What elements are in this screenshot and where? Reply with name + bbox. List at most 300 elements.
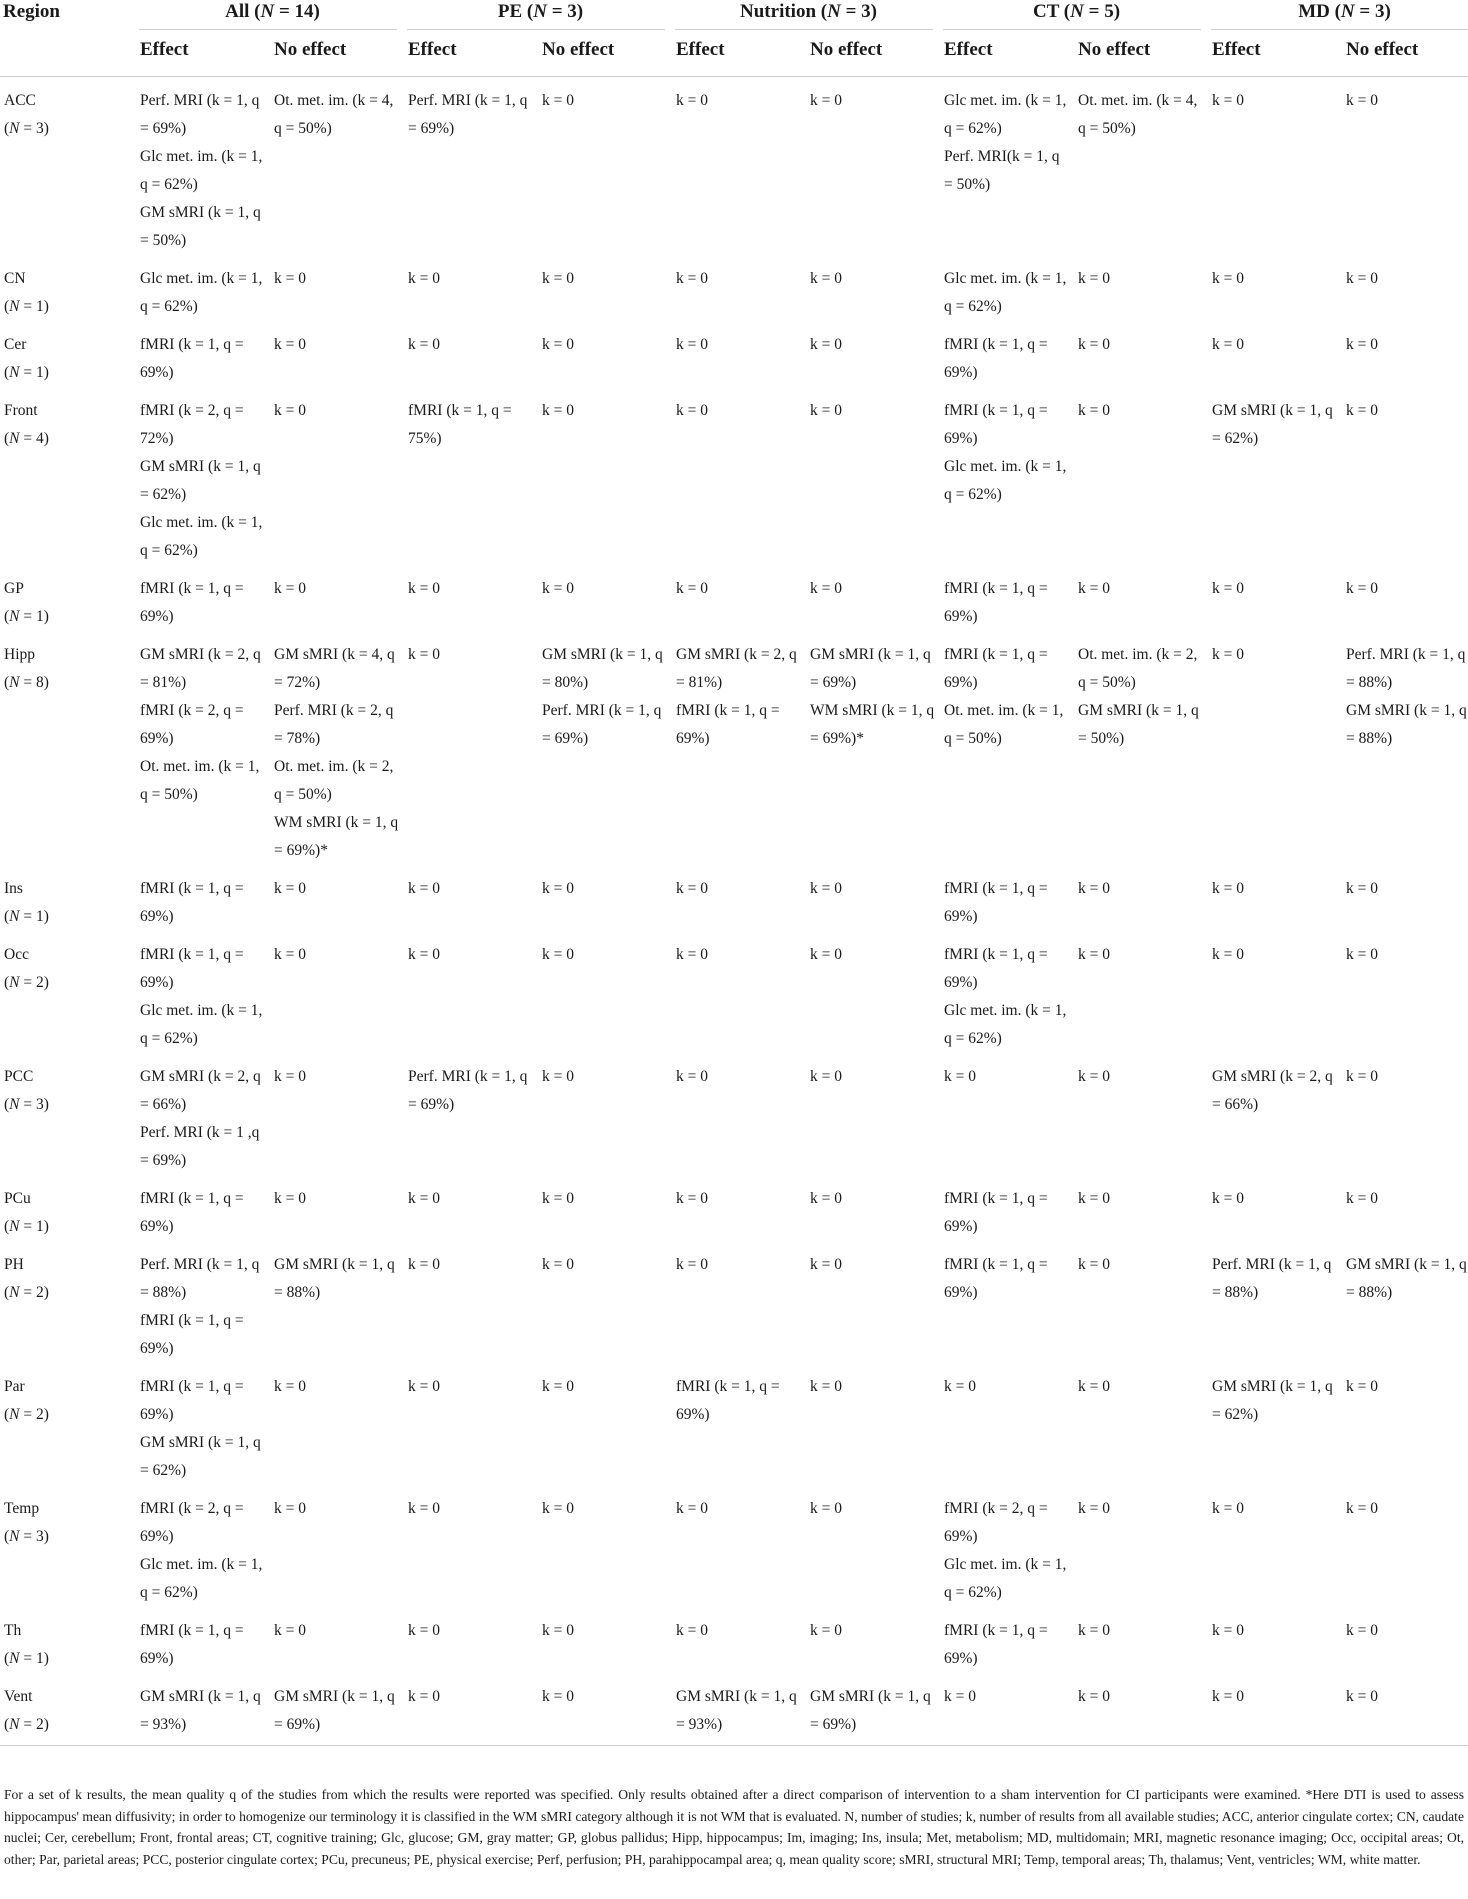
result-entry: k = 0	[1346, 92, 1378, 109]
region-name: Th	[4, 1622, 22, 1639]
result-entry: GM sMRI (k = 1, q = 69%)	[810, 646, 931, 691]
effect-column-header: Effect	[673, 30, 807, 77]
region-n: (N = 1)	[4, 608, 49, 625]
no-effect-cell	[539, 1241, 673, 1363]
region-name: Par	[4, 1378, 25, 1395]
result-entry: k = 0	[408, 1622, 440, 1639]
effect-cell	[941, 1241, 1075, 1363]
no-effect-cell	[807, 255, 941, 321]
region-name: Occ	[4, 946, 29, 963]
group-name: PE	[497, 1, 523, 22]
effect-cell	[1209, 255, 1343, 321]
effect-cell	[137, 321, 271, 387]
no-effect-cell	[807, 77, 941, 256]
effect-cell	[1209, 1175, 1343, 1241]
result-entry: k = 0	[1346, 270, 1378, 287]
result-entry: Ot. met. im. (k = 2, q = 50%)	[274, 758, 394, 803]
result-entry: k = 0	[1078, 580, 1110, 597]
result-entry: GM sMRI (k = 2, q = 81%)	[676, 646, 797, 691]
result-entry: GM sMRI (k = 1, q = 88%)	[1346, 1256, 1467, 1301]
region-n: (N = 1)	[4, 908, 49, 925]
effect-cell	[405, 1607, 539, 1673]
effect-cell	[137, 931, 271, 1053]
result-entry: k = 0	[408, 1256, 440, 1273]
region-cell	[0, 1607, 137, 1673]
no-effect-cell	[271, 321, 405, 387]
no-effect-cell	[271, 1363, 405, 1485]
result-entry: k = 0	[676, 946, 708, 963]
group-n: 5	[1104, 1, 1114, 22]
table-row	[0, 321, 1468, 387]
result-entry: Ot. met. im. (k = 2, q = 50%)	[1078, 646, 1198, 691]
effect-cell	[673, 865, 807, 931]
result-entry: k = 0	[1078, 1190, 1110, 1207]
no-effect-cell	[1343, 1241, 1468, 1363]
no-effect-cell	[1075, 1175, 1209, 1241]
no-effect-cell	[271, 1241, 405, 1363]
result-entry: k = 0	[676, 580, 708, 597]
result-entry: k = 0	[944, 1378, 976, 1395]
result-entry: k = 0	[810, 92, 842, 109]
result-entry: k = 0	[1346, 336, 1378, 353]
result-entry: k = 0	[1346, 1500, 1378, 1517]
region-n: (N = 3)	[4, 1528, 49, 1545]
no-effect-cell	[271, 631, 405, 865]
group-name: Nutrition	[740, 1, 817, 22]
effect-cell	[1209, 1363, 1343, 1485]
group-rule	[1211, 29, 1468, 30]
result-entry: fMRI (k = 2, q = 72%)	[140, 402, 244, 447]
no-effect-cell	[807, 1363, 941, 1485]
result-entry: Glc met. im. (k = 1, q = 62%)	[140, 1556, 263, 1601]
effect-cell	[405, 865, 539, 931]
result-entry: fMRI (k = 1, q = 75%)	[408, 402, 512, 447]
region-n-value: 3	[36, 1096, 44, 1113]
result-entry: Perf. MRI (k = 1, q = 88%)	[1212, 1256, 1332, 1301]
no-effect-column-header: No effect	[271, 30, 405, 77]
group-rule	[139, 29, 397, 30]
no-effect-cell	[807, 631, 941, 865]
effect-cell	[941, 1485, 1075, 1607]
region-cell	[0, 77, 137, 256]
no-effect-cell	[539, 387, 673, 565]
no-effect-cell	[539, 1485, 673, 1607]
result-entry: GM sMRI (k = 1, q = 93%)	[140, 1688, 261, 1733]
result-entry: GM sMRI (k = 1, q = 50%)	[140, 204, 261, 249]
no-effect-cell	[271, 1607, 405, 1673]
result-entry: fMRI (k = 1, q = 69%)	[140, 1312, 244, 1357]
effect-cell	[137, 565, 271, 631]
result-entry: fMRI (k = 1, q = 69%)	[676, 1378, 780, 1423]
no-effect-cell	[807, 321, 941, 387]
result-entry: GM sMRI (k = 4, q = 72%)	[274, 646, 395, 691]
effect-cell	[137, 1175, 271, 1241]
region-n-value: 3	[36, 1528, 44, 1545]
region-name: Front	[4, 402, 38, 419]
no-effect-cell	[1343, 865, 1468, 931]
result-entry: k = 0	[1346, 1622, 1378, 1639]
result-entry: k = 0	[676, 1622, 708, 1639]
region-cell	[0, 1673, 137, 1746]
effect-cell	[941, 865, 1075, 931]
result-entry: Perf. MRI(k = 1, q = 50%)	[944, 148, 1060, 193]
effect-cell	[941, 1053, 1075, 1175]
result-entry: k = 0	[542, 92, 574, 109]
result-entry: Glc met. im. (k = 1, q = 62%)	[140, 148, 263, 193]
effect-cell	[1209, 1607, 1343, 1673]
result-entry: k = 0	[1078, 1068, 1110, 1085]
result-entry: fMRI (k = 1, q = 69%)	[140, 1378, 244, 1423]
group-n: 3	[861, 1, 871, 22]
effect-cell	[673, 1053, 807, 1175]
table-row	[0, 1607, 1468, 1673]
table-row	[0, 565, 1468, 631]
result-entry: Perf. MRI (k = 1, q = 69%)	[542, 702, 662, 747]
region-cell	[0, 1241, 137, 1363]
result-entry: k = 0	[810, 336, 842, 353]
region-n-value: 1	[36, 1218, 44, 1235]
result-entry: Perf. MRI (k = 1 ,q = 69%)	[140, 1124, 260, 1169]
result-entry: fMRI (k = 2, q = 69%)	[944, 1500, 1048, 1545]
result-entry: k = 0	[1078, 270, 1110, 287]
region-cell	[0, 321, 137, 387]
result-entry: fMRI (k = 1, q = 69%)	[944, 946, 1048, 991]
no-effect-cell	[539, 321, 673, 387]
effect-cell	[405, 1363, 539, 1485]
effect-cell	[1209, 387, 1343, 565]
region-n: (N = 2)	[4, 1716, 49, 1733]
group-rule	[675, 29, 933, 30]
effect-cell	[405, 1485, 539, 1607]
result-entry: k = 0	[274, 1378, 306, 1395]
result-entry: k = 0	[274, 1190, 306, 1207]
result-entry: k = 0	[408, 1688, 440, 1705]
no-effect-cell	[539, 1053, 673, 1175]
effect-cell	[673, 565, 807, 631]
effect-cell	[405, 565, 539, 631]
result-entry: k = 0	[1346, 1190, 1378, 1207]
result-entry: k = 0	[274, 402, 306, 419]
effect-cell	[941, 1363, 1075, 1485]
region-cell	[0, 565, 137, 631]
effect-column-header: Effect	[405, 30, 539, 77]
result-entry: k = 0	[542, 946, 574, 963]
region-n: (N = 2)	[4, 1284, 49, 1301]
result-entry: Glc met. im. (k = 1, q = 62%)	[944, 1002, 1067, 1047]
region-name: Vent	[4, 1688, 33, 1705]
table-row	[0, 631, 1468, 865]
no-effect-cell	[807, 1241, 941, 1363]
table-header	[0, 0, 1468, 77]
result-entry: k = 0	[408, 580, 440, 597]
result-entry: fMRI (k = 1, q = 69%)	[944, 336, 1048, 381]
result-entry: k = 0	[1212, 946, 1244, 963]
region-n-value: 2	[36, 1284, 44, 1301]
no-effect-cell	[807, 1053, 941, 1175]
result-entry: k = 0	[1078, 336, 1110, 353]
result-entry: k = 0	[408, 946, 440, 963]
result-entry: k = 0	[542, 336, 574, 353]
result-entry: k = 0	[1212, 1688, 1244, 1705]
effect-cell	[405, 387, 539, 565]
table-row	[0, 1485, 1468, 1607]
region-n: (N = 3)	[4, 1096, 49, 1113]
result-entry: GM sMRI (k = 1, q = 80%)	[542, 646, 663, 691]
result-entry: Glc met. im. (k = 1, q = 62%)	[944, 458, 1067, 503]
result-entry: k = 0	[676, 92, 708, 109]
no-effect-cell	[271, 1053, 405, 1175]
result-entry: fMRI (k = 1, q = 69%)	[140, 946, 244, 991]
region-name: PCC	[4, 1068, 34, 1085]
result-entry: GM sMRI (k = 2, q = 66%)	[1212, 1068, 1333, 1113]
effect-cell	[941, 321, 1075, 387]
effect-cell	[673, 1673, 807, 1746]
effect-column-header: Effect	[941, 30, 1075, 77]
result-entry: fMRI (k = 1, q = 69%)	[944, 1190, 1048, 1235]
effect-cell	[405, 931, 539, 1053]
result-entry: k = 0	[542, 580, 574, 597]
result-entry: k = 0	[676, 1500, 708, 1517]
result-entry: k = 0	[1078, 1622, 1110, 1639]
no-effect-cell	[1343, 387, 1468, 565]
table-row	[0, 1363, 1468, 1485]
no-effect-cell	[1075, 931, 1209, 1053]
result-entry: k = 0	[1212, 580, 1244, 597]
result-entry: GM sMRI (k = 1, q = 62%)	[140, 1434, 261, 1479]
no-effect-cell	[1343, 1673, 1468, 1746]
result-entry: fMRI (k = 1, q = 69%)	[676, 702, 780, 747]
effect-cell	[137, 255, 271, 321]
no-effect-cell	[271, 1673, 405, 1746]
no-effect-cell	[1343, 1053, 1468, 1175]
no-effect-cell	[1343, 255, 1468, 321]
effect-cell	[1209, 565, 1343, 631]
effect-cell	[1209, 1241, 1343, 1363]
result-entry: GM sMRI (k = 1, q = 88%)	[274, 1256, 395, 1301]
no-effect-cell	[1075, 77, 1209, 256]
effect-cell	[673, 631, 807, 865]
group-header: CT (N = 5)	[941, 0, 1209, 30]
effect-cell	[137, 1363, 271, 1485]
result-entry: k = 0	[542, 402, 574, 419]
result-entry: GM sMRI (k = 1, q = 93%)	[676, 1688, 797, 1733]
table-row	[0, 77, 1468, 256]
result-entry: k = 0	[408, 1500, 440, 1517]
region-n-value: 1	[36, 1650, 44, 1667]
result-entry: k = 0	[1078, 402, 1110, 419]
effect-cell	[137, 77, 271, 256]
result-entry: k = 0	[810, 946, 842, 963]
region-subheader-blank	[0, 30, 137, 77]
no-effect-cell	[1343, 321, 1468, 387]
no-effect-cell	[1075, 1607, 1209, 1673]
no-effect-cell	[271, 255, 405, 321]
no-effect-cell	[807, 865, 941, 931]
no-effect-cell	[1343, 931, 1468, 1053]
no-effect-cell	[1343, 1607, 1468, 1673]
result-entry: k = 0	[810, 580, 842, 597]
result-entry: k = 0	[542, 1622, 574, 1639]
result-entry: k = 0	[542, 1256, 574, 1273]
effect-cell	[137, 1053, 271, 1175]
region-n: (N = 1)	[4, 1218, 49, 1235]
result-entry: k = 0	[542, 270, 574, 287]
group-n: 3	[567, 1, 577, 22]
group-header: Nutrition (N = 3)	[673, 0, 941, 30]
effect-cell	[1209, 77, 1343, 256]
group-name: CT	[1032, 1, 1060, 22]
result-entry: k = 0	[274, 1622, 306, 1639]
effect-cell	[405, 77, 539, 256]
region-cell	[0, 1363, 137, 1485]
result-entry: fMRI (k = 1, q = 69%)	[944, 1622, 1048, 1667]
result-entry: k = 0	[274, 580, 306, 597]
result-entry: k = 0	[1078, 1500, 1110, 1517]
result-entry: GM sMRI (k = 1, q = 88%)	[1346, 702, 1467, 747]
group-rule	[407, 29, 665, 30]
no-effect-column-header: No effect	[539, 30, 673, 77]
table-body	[0, 77, 1468, 1746]
no-effect-cell	[807, 387, 941, 565]
result-entry: k = 0	[810, 1256, 842, 1273]
result-entry: Perf. MRI (k = 1, q = 88%)	[140, 1256, 260, 1301]
region-n-value: 2	[36, 1406, 44, 1423]
result-entry: k = 0	[810, 1190, 842, 1207]
result-entry: k = 0	[1346, 1688, 1378, 1705]
region-name: Hipp	[4, 646, 35, 663]
result-entry: k = 0	[1212, 336, 1244, 353]
result-entry: Glc met. im. (k = 1, q = 62%)	[140, 270, 263, 315]
group-n: 14	[294, 1, 314, 22]
result-entry: fMRI (k = 1, q = 69%)	[140, 880, 244, 925]
effect-cell	[673, 931, 807, 1053]
no-effect-cell	[271, 931, 405, 1053]
effect-cell	[405, 631, 539, 865]
result-entry: GM sMRI (k = 2, q = 81%)	[140, 646, 261, 691]
no-effect-cell	[1075, 565, 1209, 631]
result-entry: k = 0	[542, 880, 574, 897]
effect-cell	[1209, 865, 1343, 931]
region-name: PH	[4, 1256, 24, 1273]
effect-cell	[405, 1053, 539, 1175]
result-entry: Glc met. im. (k = 1, q = 62%)	[140, 1002, 263, 1047]
result-entry: k = 0	[408, 646, 440, 663]
region-cell	[0, 631, 137, 865]
no-effect-cell	[539, 931, 673, 1053]
no-effect-cell	[539, 255, 673, 321]
result-entry: k = 0	[274, 1500, 306, 1517]
result-entry: Glc met. im. (k = 1, q = 62%)	[140, 514, 263, 559]
effect-cell	[137, 1241, 271, 1363]
region-cell	[0, 255, 137, 321]
result-entry: k = 0	[408, 880, 440, 897]
result-entry: k = 0	[1212, 646, 1244, 663]
result-entry: k = 0	[676, 1190, 708, 1207]
no-effect-cell	[807, 565, 941, 631]
result-entry: fMRI (k = 1, q = 69%)	[944, 402, 1048, 447]
table-footnote: For a set of k results, the mean quality q of the studies from which the results were reported was specified. Only results obtained after a direct comparison of intervention to a sham intervention for CI participants were examined. *Here DTI is used to assess hippocampus' mean diffusivity; in order to homogenize our terminology it is classified in the WM sMRI category although it is not WM that is evaluated. N, number of studies; k, number of results from all available studies; ACC, anterior cingulate cortex; CN, caudate nuclei; Cer, cerebellum; Front, frontal areas; CT, cognitive training; Glc, glucose; GM, gray matter; GP, globus pallidus; Hipp, hippocampus; Im, imaging; Ins, insula; Met, metabolism; MD, multidomain; MRI, magnetic resonance imaging; Occ, occipital areas; Ot, other; Par, parietal areas; PCC, posterior cingulate cortex; PCu, precuneus; PE, physical exercise; Perf, perfusion; PH, parahippocampal area; q, mean quality score; sMRI, structural MRI; Temp, temporal areas; Th, thalamus; Vent, ventricles; WM, white matter.	[4, 1787, 1464, 1867]
no-effect-cell	[539, 1175, 673, 1241]
no-effect-cell	[271, 387, 405, 565]
group-rule	[943, 29, 1201, 30]
no-effect-cell	[1075, 1053, 1209, 1175]
effect-cell	[1209, 1673, 1343, 1746]
group-header: PE (N = 3)	[405, 0, 673, 30]
effect-cell	[941, 1607, 1075, 1673]
region-cell	[0, 931, 137, 1053]
no-effect-cell	[807, 1485, 941, 1607]
table-row	[0, 1673, 1468, 1746]
result-entry: Ot. met. im. (k = 1, q = 50%)	[140, 758, 260, 803]
result-entry: k = 0	[542, 1378, 574, 1395]
result-entry: k = 0	[810, 1622, 842, 1639]
no-effect-cell	[539, 865, 673, 931]
result-entry: k = 0	[810, 1068, 842, 1085]
result-entry: k = 0	[542, 1500, 574, 1517]
result-entry: Glc met. im. (k = 1, q = 62%)	[944, 1556, 1067, 1601]
result-entry: k = 0	[676, 880, 708, 897]
region-n: (N = 3)	[4, 120, 49, 137]
result-entry: Glc met. im. (k = 1, q = 62%)	[944, 270, 1067, 315]
region-name: Cer	[4, 336, 27, 353]
no-effect-cell	[539, 631, 673, 865]
effect-cell	[673, 1241, 807, 1363]
region-n: (N = 2)	[4, 974, 49, 991]
result-entry: Perf. MRI (k = 1, q = 69%)	[408, 92, 528, 137]
table-row	[0, 1053, 1468, 1175]
table-row	[0, 255, 1468, 321]
effect-cell	[137, 865, 271, 931]
result-entry: k = 0	[542, 1190, 574, 1207]
result-entry: k = 0	[1078, 880, 1110, 897]
effect-cell	[941, 1673, 1075, 1746]
region-n: (N = 8)	[4, 674, 49, 691]
effect-cell	[137, 631, 271, 865]
effect-cell	[137, 1607, 271, 1673]
effect-cell	[941, 1175, 1075, 1241]
table-row	[0, 387, 1468, 565]
result-entry: k = 0	[408, 270, 440, 287]
result-entry: k = 0	[810, 1500, 842, 1517]
result-entry: k = 0	[408, 1378, 440, 1395]
result-entry: k = 0	[1212, 1190, 1244, 1207]
result-entry: fMRI (k = 1, q = 69%)	[140, 580, 244, 625]
effect-cell	[941, 631, 1075, 865]
effect-cell	[137, 1485, 271, 1607]
effect-column-header: Effect	[1209, 30, 1343, 77]
effect-cell	[673, 321, 807, 387]
no-effect-cell	[1075, 1485, 1209, 1607]
effect-cell	[941, 77, 1075, 256]
region-cell	[0, 387, 137, 565]
effect-cell	[405, 1175, 539, 1241]
result-entry: k = 0	[274, 336, 306, 353]
region-n-value: 4	[36, 430, 44, 447]
result-entry: k = 0	[1078, 1256, 1110, 1273]
effect-cell	[673, 1175, 807, 1241]
group-header: MD (N = 3)	[1209, 0, 1468, 30]
no-effect-cell	[539, 77, 673, 256]
no-effect-cell	[271, 77, 405, 256]
no-effect-column-header: No effect	[1343, 30, 1468, 77]
no-effect-cell	[1343, 1485, 1468, 1607]
no-effect-cell	[271, 565, 405, 631]
region-n-value: 1	[36, 908, 44, 925]
result-entry: Ot. met. im. (k = 4, q = 50%)	[274, 92, 394, 137]
region-n-value: 1	[36, 298, 44, 315]
no-effect-cell	[1343, 1175, 1468, 1241]
result-entry: Perf. MRI (k = 1, q = 69%)	[140, 92, 260, 137]
